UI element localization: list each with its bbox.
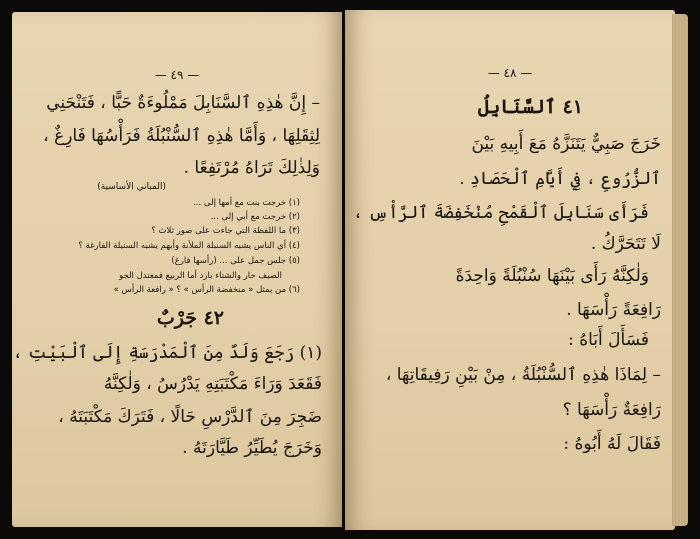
lesson-line: خَرَجَ صَبِيٌّ يَتَنَزَّهُ مَعَ أَبِيهِ بَيْنَ [471, 134, 661, 154]
lesson-line: ٱلزُّرُوعِ ، فِي أَيَّامِ ٱلْحَصَادِ . [459, 169, 661, 189]
exercise-item: (٤) أي الناس يشبه السنبلة الملأنة وأيهم يشبه السنبلة الفارغة ؟ [78, 241, 300, 251]
page-edges [672, 14, 688, 526]
lesson-line: (١) رَجَعَ وَلَدٌ مِنَ ٱلْمَدْرَسَةِ إِلَى ٱلْبَيْتِ ، [12, 343, 322, 363]
right-page [345, 10, 675, 530]
page-number-left: — ٤٩ — [154, 68, 200, 82]
exercise-item: (١) خرجت بنت مع أمها إلى ... [193, 198, 300, 208]
lesson-line: فَقَالَ لَهُ أَبُوهُ : [563, 434, 661, 454]
lesson-line: فَقَعَدَ وَرَاءَ مَكْتَبَتِهِ يَدْرُسُ ، وَلٰكِنَّهُ [103, 374, 322, 394]
exercise-item: الصيف حار والشتاء بارد أما الربيع فمعتدل الجو [119, 271, 282, 281]
lesson-title: ٤٢ جَرْبٌ [156, 307, 224, 329]
lesson-line: – لِمَاذَا هٰذِهِ ٱلسُّنْبُلَةُ ، مِنْ بَيْنِ رَفِيقَاتِهَا ، [385, 365, 661, 385]
lesson-title: ٤١ ٱلسَّنَابِلُ [478, 96, 583, 118]
lesson-line: ضَجِرَ مِنَ ٱلدَّرْسِ حَالًا ، فَتَرَكَ مَكْتَبَتَهُ ، [58, 407, 322, 427]
exercise-item: (٦) من يمثل « منخفضة الرأس » ؟ « رافعة الرأس » [113, 285, 300, 295]
lesson-line: رَافِعَةٌ رَأْسَهَا ؟ [562, 400, 661, 420]
section-heading: (المباني الأساسية) [97, 182, 166, 192]
lesson-line: رَافِعَةً رَأْسَهَا . [566, 300, 661, 320]
exercise-item: (٥) جلس جمل على ... (رأسها فارغ) [171, 256, 300, 266]
lesson-line: وَخَرَجَ يُطَيِّرُ طَيَّارَتَهُ . [182, 438, 322, 458]
paragraph-line: – إِنَّ هٰذِهِ ٱلسَّنَابِلَ مَمْلُوءَةٌ حَبًّا ، فَتَنْحَنِي [46, 93, 320, 113]
left-page [12, 12, 342, 527]
exercise-item: (٢) خرجت مع أبي إلى ... [210, 212, 300, 222]
exercise-item: (٣) ما اللفظة التي جاءت على صور ثلاث ؟ [151, 226, 300, 236]
lesson-line: فَسَأَلَ أَبَاهُ : [568, 330, 649, 350]
lesson-line: فَرَأَى سَنَابِلَ ٱلْقَمْحِ مُنْخَفِضَةَ ٱلرَّأْسِ ، [353, 203, 649, 223]
paragraph-line: وَلِذٰلِكَ تَرَاهُ مُرْتَفِعًا . [183, 158, 320, 178]
lesson-line: وَلٰكِنَّهُ رَأَى بَيْنَهَا سُنْبُلَةً وَاحِدَةً [455, 266, 649, 286]
lesson-line: لَا تَتَحَرَّكُ . [590, 234, 661, 254]
paragraph-line: لِثِقَلِهَا ، وَأَمَّا هٰذِهِ ٱلسُّنْبُلَةُ فَرَأْسُهَا فَارِغٌ ، [43, 126, 320, 146]
page-number-right: — ٤٨ — [487, 66, 533, 80]
